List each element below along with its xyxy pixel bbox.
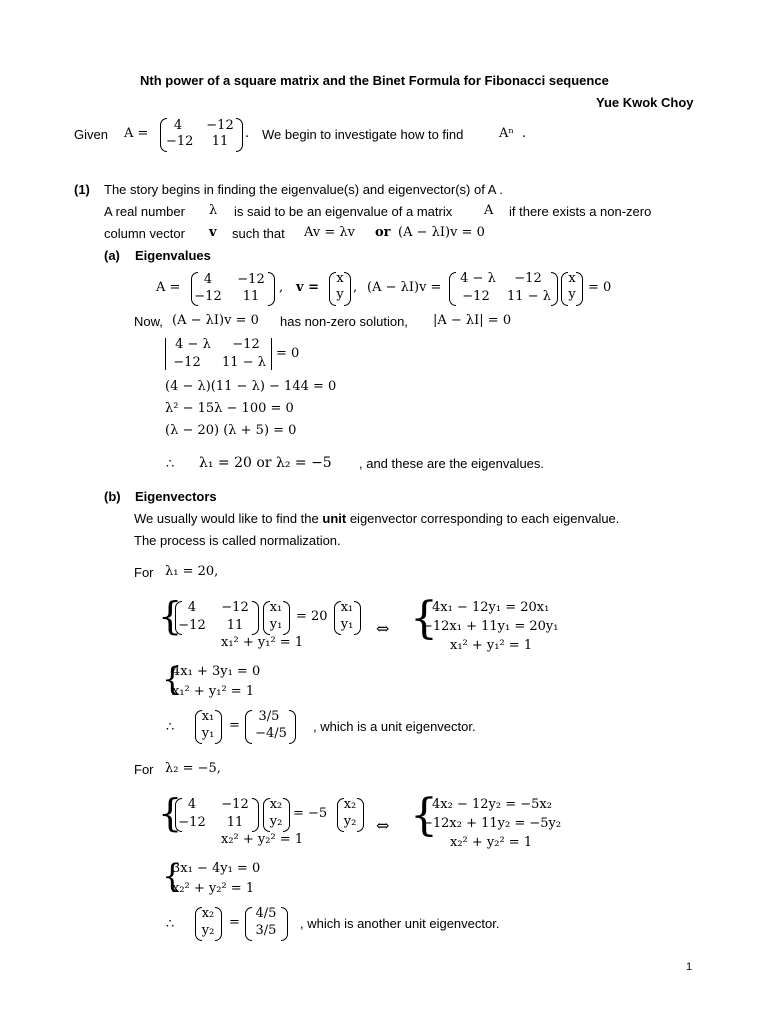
intro-period: . [245, 126, 250, 141]
system1-r3: x₁² + y₁² = 1 [450, 638, 533, 653]
v-equals: v = [296, 280, 319, 295]
expansion-line-2: λ² − 15λ − 100 = 0 [165, 401, 294, 416]
section-1-line3b: such that [232, 226, 285, 241]
part-b-line2: The process is called normalization. [134, 533, 341, 548]
system2-norm: x₂² + y₂² = 1 [221, 832, 304, 847]
or-word: or [375, 225, 391, 240]
system2-eq: = −5 [293, 806, 328, 821]
answer1-text: , which is a unit eigenvector. [313, 719, 476, 734]
part-b-line1 [134, 511, 619, 526]
expansion-line-3: (λ − 20) (λ + 5) = 0 [165, 423, 297, 438]
reduced1-l1: 4x₁ + 3y₁ = 0 [172, 664, 261, 679]
vector-v-symbol: v [209, 225, 217, 240]
section-1-line1: The story begins in finding the eigenvalue(s) and eigenvector(s) of A . [104, 182, 503, 197]
reduced1-l2: x₁² + y₁² = 1 [172, 684, 255, 699]
brace-reduced-1: { [162, 660, 183, 698]
section-1-line3a: column vector [104, 226, 185, 241]
a-power-n: Aⁿ [499, 126, 515, 141]
eigen-equation-2: (A − λI)v = 0 [398, 225, 485, 240]
iff-symbol-2: ⇔ [376, 816, 390, 835]
answer2-eq: = [229, 915, 240, 930]
system1-norm: x₁² + y₁² = 1 [221, 635, 304, 650]
part-b-line1b: eigenvector corresponding to each eigenvalue. [349, 511, 620, 526]
now-label: Now, [134, 314, 163, 329]
section-1-line2b: is said to be an eigenvalue of a matrix [234, 204, 453, 219]
doc-title: Nth power of a square matrix and the Binet Formula for Fibonacci sequence [140, 73, 609, 88]
comma-1: , [279, 280, 284, 295]
page-number: 1 [686, 961, 693, 973]
unit-word: unit [322, 511, 347, 526]
reduced2-l2: x₂² + y₂² = 1 [172, 881, 255, 896]
section-1-number: (1) [74, 182, 90, 197]
expansion-line-1: (4 − λ)(11 − λ) − 144 = 0 [165, 379, 337, 394]
brace-right-2: { [410, 790, 438, 841]
lambda-symbol: λ [209, 203, 218, 218]
therefore-1: ∴ [166, 457, 175, 472]
iff-symbol-1: ⇔ [376, 619, 390, 638]
system1-eq: = 20 [296, 609, 328, 624]
eigenvalues-result: λ₁ = 20 or λ₂ = −5 [199, 455, 332, 471]
part-b-line1a: We usually would like to find the [134, 511, 319, 526]
reduced2-l1: 3x₁ − 4y₁ = 0 [172, 861, 261, 876]
system2-r1: 4x₂ − 12y₂ = −5x₂ [432, 797, 552, 812]
eigen-equation: Av = λv [304, 225, 355, 240]
comma-2: , [353, 280, 358, 295]
system2-r2: −12x₂ + 11y₂ = −5y₂ [422, 816, 562, 831]
part-b-label: (b) [104, 489, 121, 504]
author: Yue Kwok Choy [596, 95, 694, 110]
section-1-line2a: A real number [104, 204, 185, 219]
answer2-text: , which is another unit eigenvector. [300, 916, 500, 931]
intro-end: . [522, 126, 527, 141]
lambda2-value: λ₂ = −5, [165, 761, 221, 776]
brace-reduced-2: { [162, 857, 183, 895]
for-label-2: For [134, 762, 154, 777]
det-equation: |A − λI| = 0 [433, 313, 512, 328]
brace-left-1: { [158, 594, 183, 638]
system1-r1: 4x₁ − 12y₁ = 20x₁ [432, 600, 550, 615]
lambda1-value: λ₁ = 20, [165, 564, 219, 579]
brace-left-2: { [158, 791, 183, 835]
for-label-1: For [134, 565, 154, 580]
a-lambda-lhs: (A − λI)v = [367, 280, 442, 295]
section-1-line2c: if there exists a non-zero [509, 204, 652, 219]
intro-text: We begin to investigate how to find [262, 127, 464, 142]
equals-zero: = 0 [588, 280, 612, 295]
answer1-eq: = [229, 718, 240, 733]
system1-r2: −12x₁ + 11y₁ = 20y₁ [422, 619, 559, 634]
eigenvalues-text: , and these are the eigenvalues. [359, 456, 545, 471]
part-a-label: (a) [104, 248, 120, 263]
given-label: Given [74, 127, 108, 142]
det-rhs: = 0 [276, 346, 300, 361]
part-b-heading: Eigenvectors [135, 489, 217, 504]
now-text: has non-zero solution, [280, 314, 408, 329]
matrix-A-symbol: A [484, 203, 494, 218]
brace-right-1: { [410, 593, 438, 644]
a-equals: A = [124, 126, 149, 141]
system2-r3: x₂² + y₂² = 1 [450, 835, 533, 850]
now-equation: (A − λI)v = 0 [172, 313, 259, 328]
a-equals-2: A = [156, 280, 181, 295]
therefore-2: ∴ [166, 720, 175, 735]
part-a-heading: Eigenvalues [135, 248, 211, 263]
therefore-3: ∴ [166, 917, 175, 932]
